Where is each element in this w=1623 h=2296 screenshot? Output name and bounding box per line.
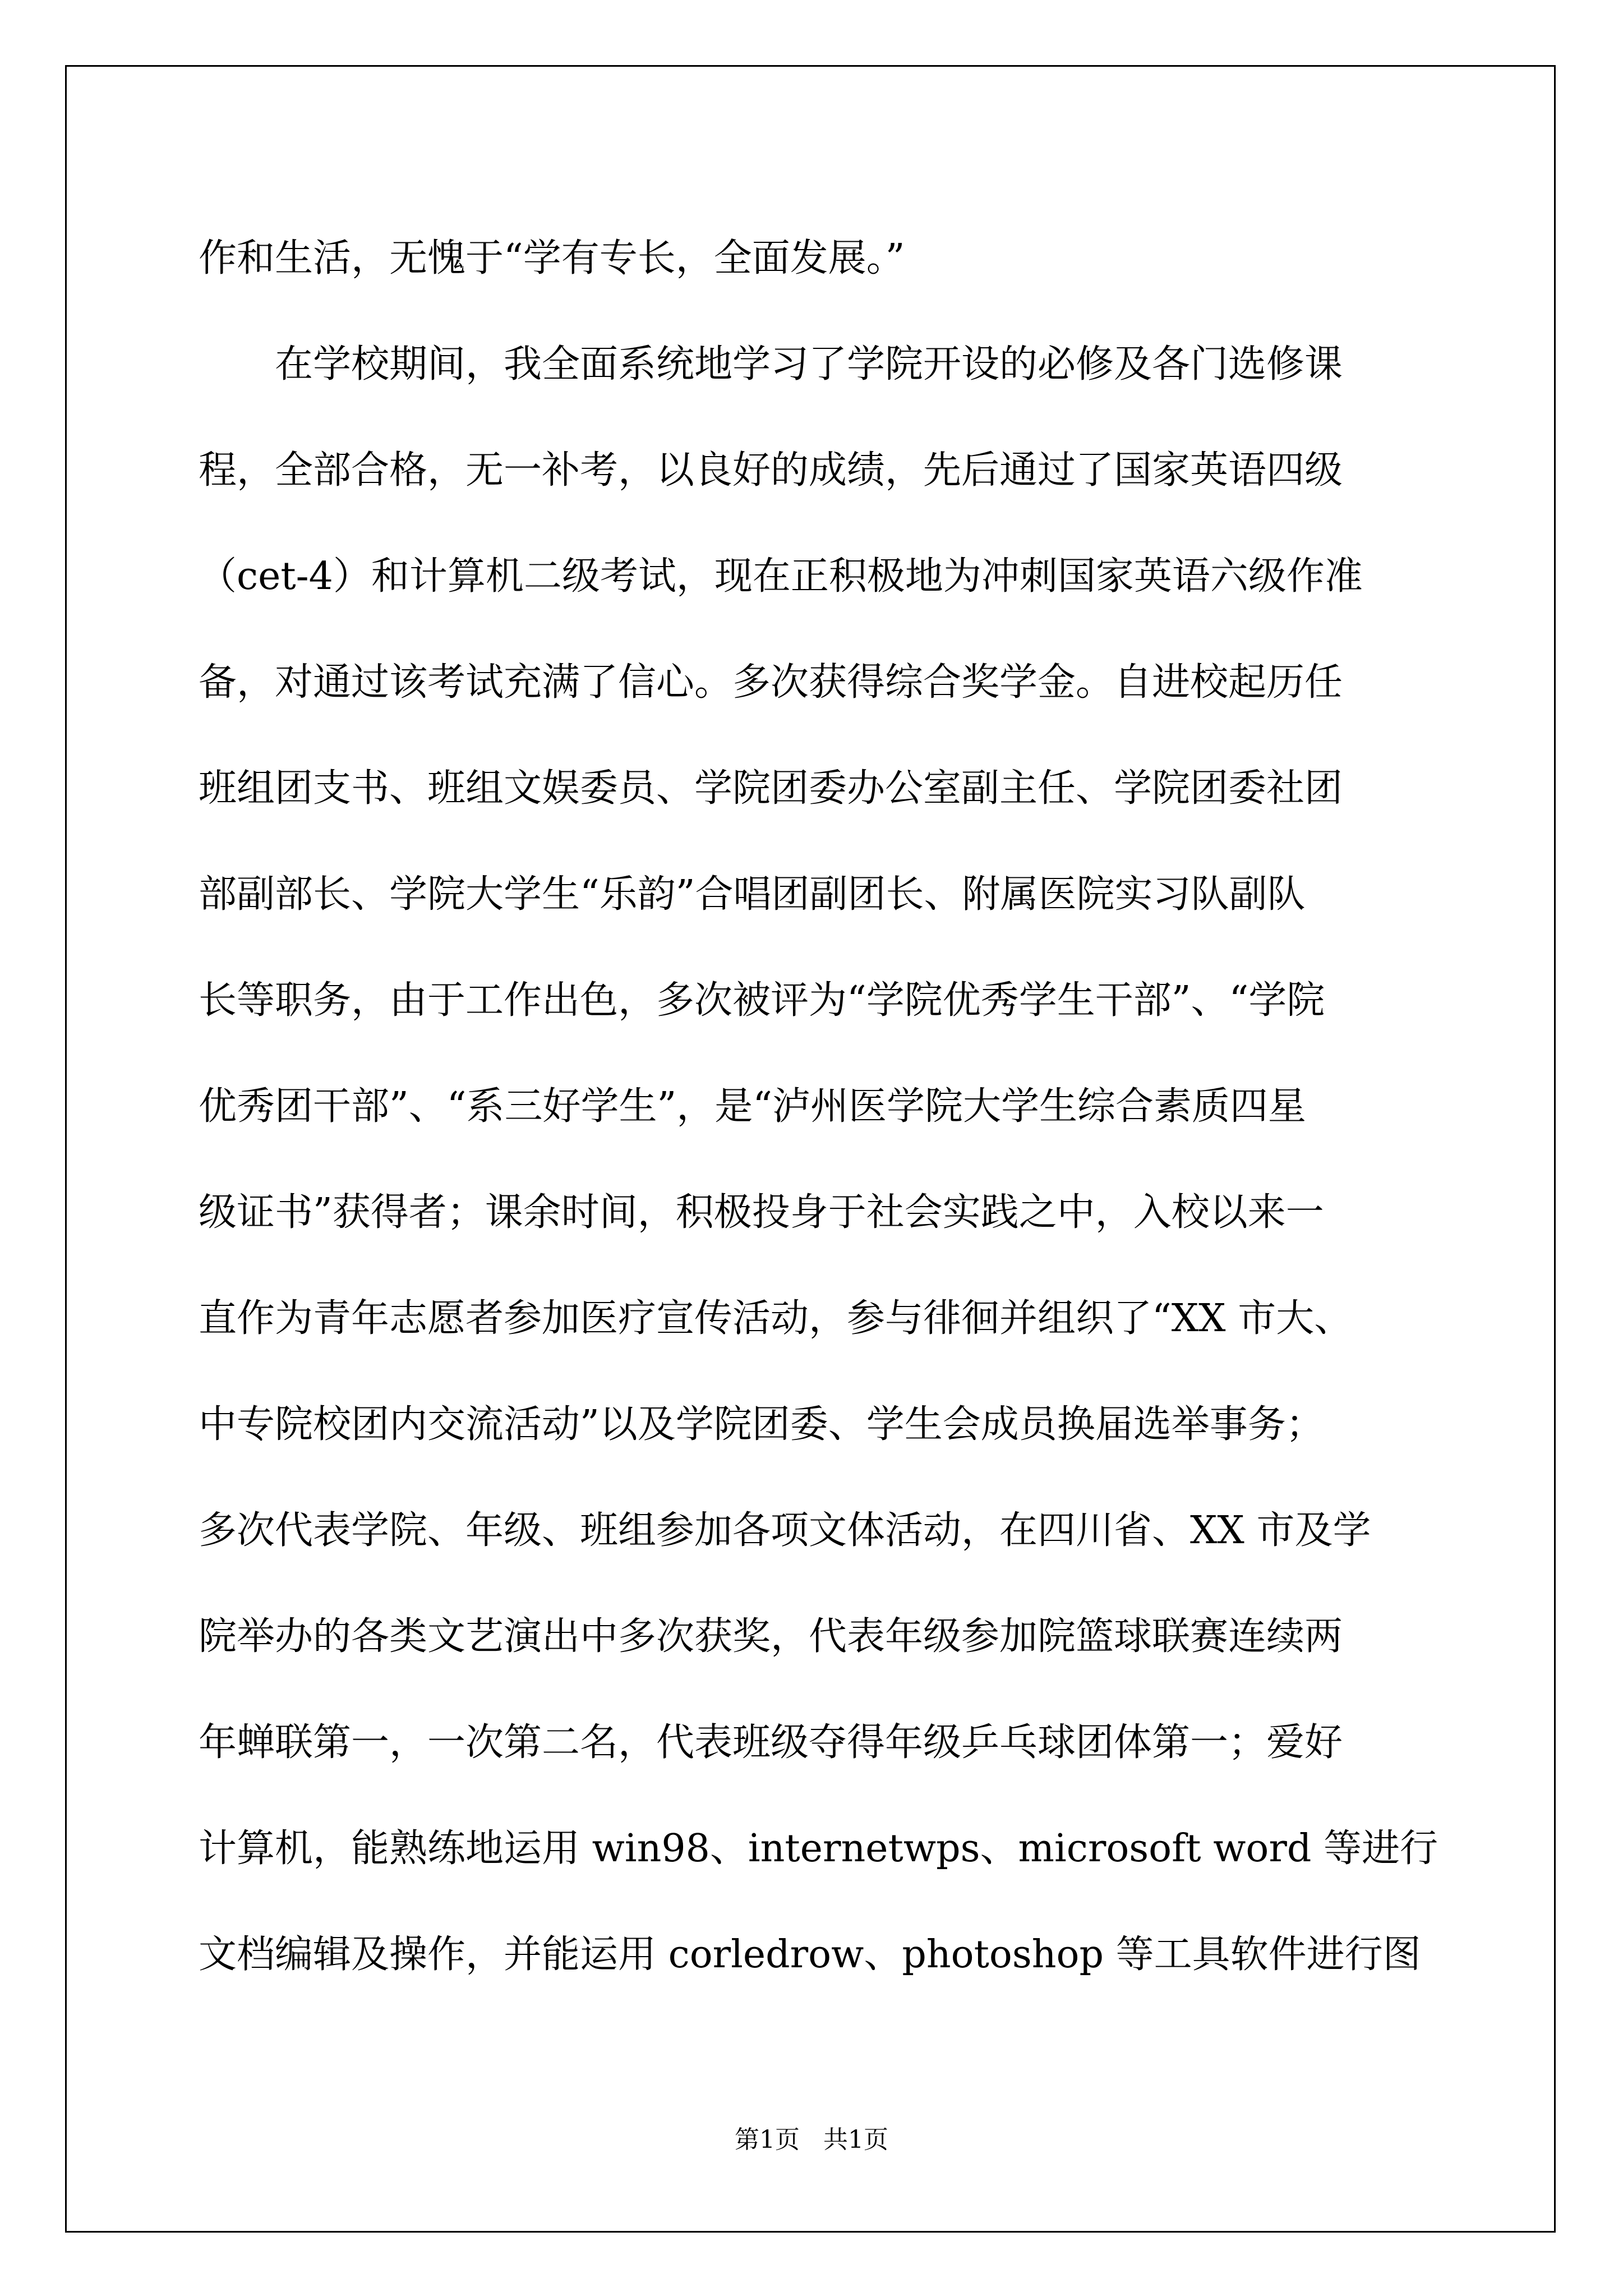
text-line: 长等职务，由于工作出色，多次被评为“学院优秀学生干部”、“学院 [199,978,1325,1023]
text-line: 班组团支书、班组文娱委员、学院团委办公室副主任、学院团委社团 [199,766,1343,811]
text-line: 计算机，能熟练地运用 win98、internetwps、microsoft word 等进行 [199,1826,1438,1871]
text-line: 级证书”获得者；课余时间，积极投身于社会实践之中，入校以来一 [199,1190,1324,1235]
text-line: 优秀团干部”、“系三好学生”，是“泸州医学院大学生综合素质四星 [199,1084,1307,1129]
text-line: 直作为青年志愿者参加医疗宣传活动，参与徘徊并组织了“XX 市大、 [199,1296,1353,1341]
text-line: 程，全部合格，无一补考，以良好的成绩，先后通过了国家英语四级 [199,448,1343,493]
text-line: 多次代表学院、年级、班组参加各项文体活动，在四川省、XX 市及学 [199,1508,1371,1553]
text-line: 中专院校团内交流活动”以及学院团委、学生会成员换届选举事务； [199,1402,1324,1447]
text-line: 院举办的各类文艺演出中多次获奖，代表年级参加院篮球联赛连续两 [199,1614,1343,1659]
text-line: 作和生活，无愧于“学有专长，全面发展。” [199,236,905,280]
page-footer: 第1页 共1页 [735,2125,888,2154]
text-line: 文档编辑及操作，并能运用 corledrow、photoshop 等工具软件进行图 [199,1932,1421,1977]
text-line: 在学校期间，我全面系统地学习了学院开设的必修及各门选修课 [199,342,1343,386]
text-line: （cet-4）和计算机二级考试，现在正积极地为冲刺国家英语六级作准 [199,554,1363,599]
text-line: 年蝉联第一，一次第二名，代表班级夺得年级乒乓球团体第一；爱好 [199,1720,1343,1765]
document-body [199,205,1449,2008]
text-line: 部副部长、学院大学生“乐韵”合唱团副团长、附属医院实习队副队 [199,872,1306,917]
text-line: 备，对通过该考试充满了信心。多次获得综合奖学金。自进校起历任 [199,660,1343,705]
